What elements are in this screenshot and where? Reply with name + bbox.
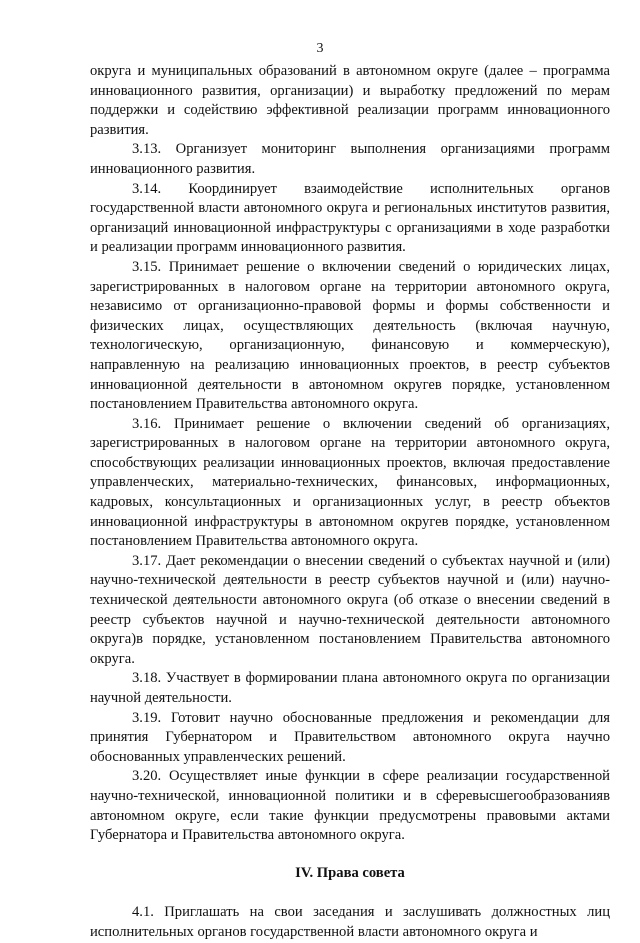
paragraph-3-14: 3.14. Координирует взаимодействие исполнительных органов государственной власти автономного округа и региональных институтов развития, организаций инновационной инфраструктуры с организациями в ходе разработки и реализации программ инновационного развития. [90,180,610,256]
paragraph-4-1: 4.1. Приглашать на свои заседания и заслушивать должностных лиц исполнительных органов государственной власти автономного округа и [90,904,610,940]
paragraph-3-15: 3.15. Принимает решение о включении сведений о юридических лицах, зарегистрированных в налоговом органе на территории автономного округа, независимо от организационно-правовой формы и формы собственности и физических лицах, осуществляющих деятельность (включая научную, технологическую, организационную, финансовую и коммерческую), направленную на реализацию инновационных проектов, в реестр субъектов инновационной деятельности в автономном округев порядке, установленном постановлением Правительства автономного округа. [90,258,610,413]
paragraph-3-17: 3.17. Дает рекомендации о внесении сведений о субъектах научной и (или) научно-технической деятельности в реестр субъектов научной и (или) научно-технической деятельности автономного округа (об отказе о внесении сведений в реестр субъектов научной и научно-технической деятельности автономного округа)в порядке, установленном постановлением Правительства автономного округа. [90,552,610,667]
paragraph-3-19: 3.19. Готовит научно обоснованные предложения и рекомендации для принятия Губернатором и Правительством автономного округа научно обоснованных управленческих решений. [90,709,610,765]
paragraph-3-20: 3.20. Осуществляет иные функции в сфере реализации государственной научно-технической, инновационной политики и в сферевысшегообразованияв автономном округе, если такие функции предусмотрены правовыми актами Губернатора и Правительства автономного округа. [90,768,610,844]
paragraph-continuation: округа и муниципальных образований в автономном округе (далее – программа инновационного развития, организации) и выработку предложений по мерам поддержки и содействию эффективной реализации программ инновационного развития. [90,63,610,138]
paragraph-3-16: 3.16. Принимает решение о включении сведений об организациях, зарегистрированных в налоговом органе на территории автономного округа, способствующих реализации инновационных проектов, включая предоставление управленческих, материально-технических, финансовых, информационных, кадровых, консультационных и организационных услуг, в реестр объектов инновационной инфраструктуры в автономном округев порядке, установленном постановлением Правительства автономного округа. [90,415,610,550]
section-title: IV. Права совета [295,864,405,881]
paragraph-3-18: 3.18. Участвует в формировании плана автономного округа по организации научной деятельности. [90,670,610,706]
page-number: 3 [316,41,324,56]
document-body [90,62,610,943]
paragraph-3-13: 3.13. Организует мониторинг выполнения организациями программ инновационного развития. [90,141,610,177]
